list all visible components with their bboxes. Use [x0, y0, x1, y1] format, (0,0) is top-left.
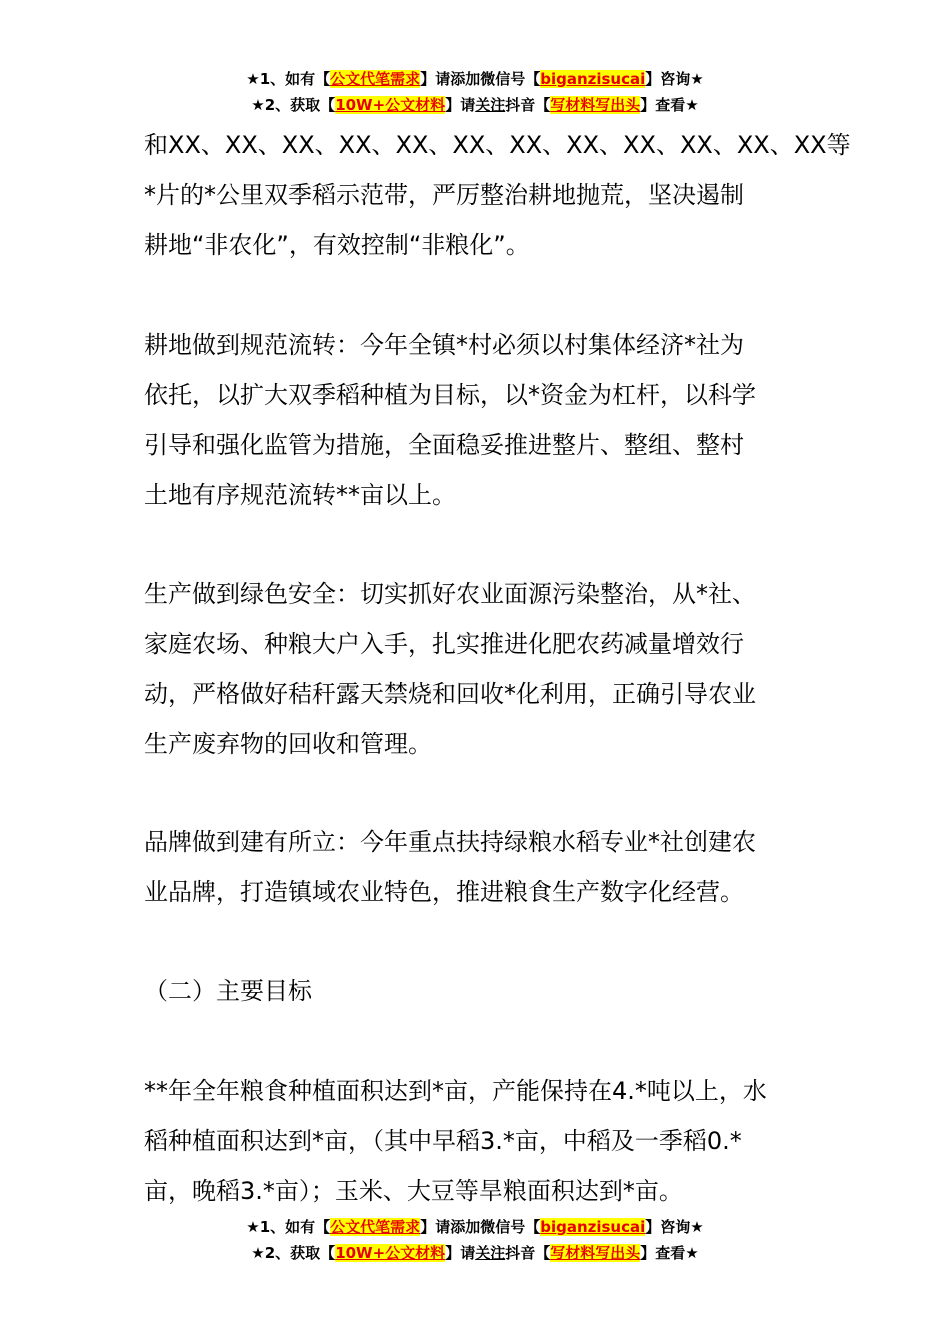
section-heading-main-goals: （二）主要目标 [144, 977, 312, 1005]
banner-wechat-id: biganzisucai [540, 70, 646, 88]
banner-highlight: 10W+公文材料 [335, 96, 446, 114]
banner-line-1: ★1、如有【公文代笔需求】请添加微信号【biganzisucai】咨询★ [246, 1218, 704, 1236]
banner-highlight: 10W+公文材料 [335, 1244, 446, 1262]
banner-douyin-name: 写材料写出头 [550, 1244, 641, 1262]
footer-banner [0, 1214, 950, 1266]
banner-line-1: ★1、如有【公文代笔需求】请添加微信号【biganzisucai】咨询★ [246, 70, 704, 88]
paragraph-land-transfer: 耕地做到规范流转：今年全镇*村必须以村集体经济*社为 依托，以扩大双季稻种植为目标，以*资金为杠杆，以科学 引导和强化监管为措施，全面稳妥推进整片、整组、整村 土地有序规范流转**亩以上。 [144, 331, 756, 509]
paragraph-brand-building: 品牌做到建有所立：今年重点扶持绿粮水稻专业*社创建农 业品牌，打造镇域农业特色，推进粮食生产数字化经营。 [144, 828, 756, 906]
paragraph-green-production: 生产做到绿色安全：切实抓好农业面源污染整治，从*社、 家庭农场、种粮大户入手，扎实推进化肥农药减量增效行 动，严格做好秸秆露天禁烧和回收*化利用，正确引导农业 生产废弃物的回收和管理。 [144, 580, 756, 758]
banner-line-2: ★2、获取【10W+公文材料】请关注抖音【写材料写出头】查看★ [251, 1244, 699, 1262]
header-banner [0, 66, 950, 118]
banner-highlight: 公文代笔需求 [330, 70, 421, 88]
banner-douyin-name: 写材料写出头 [550, 96, 641, 114]
banner-highlight: 公文代笔需求 [330, 1218, 421, 1236]
banner-line-2: ★2、获取【10W+公文材料】请关注抖音【写材料写出头】查看★ [251, 96, 699, 114]
paragraph-main-goals: **年全年粮食种植面积达到*亩，产能保持在4.*吨以上，水 稻种植面积达到*亩，（其中早稻3.*亩，中稻及一季稻0.* 亩，晚稻3.*亩）；玉米、大豆等旱粮面积达到*亩。 [144, 1077, 767, 1205]
paragraph-farmland-protection: 和XX、XX、XX、XX、XX、XX、XX、XX、XX、XX、XX、XX等 *片的*公里双季稻示范带，严厉整治耕地抛荒，坚决遏制 耕地“非农化”，有效控制“非粮化”。 [144, 131, 851, 259]
banner-wechat-id: biganzisucai [540, 1218, 646, 1236]
